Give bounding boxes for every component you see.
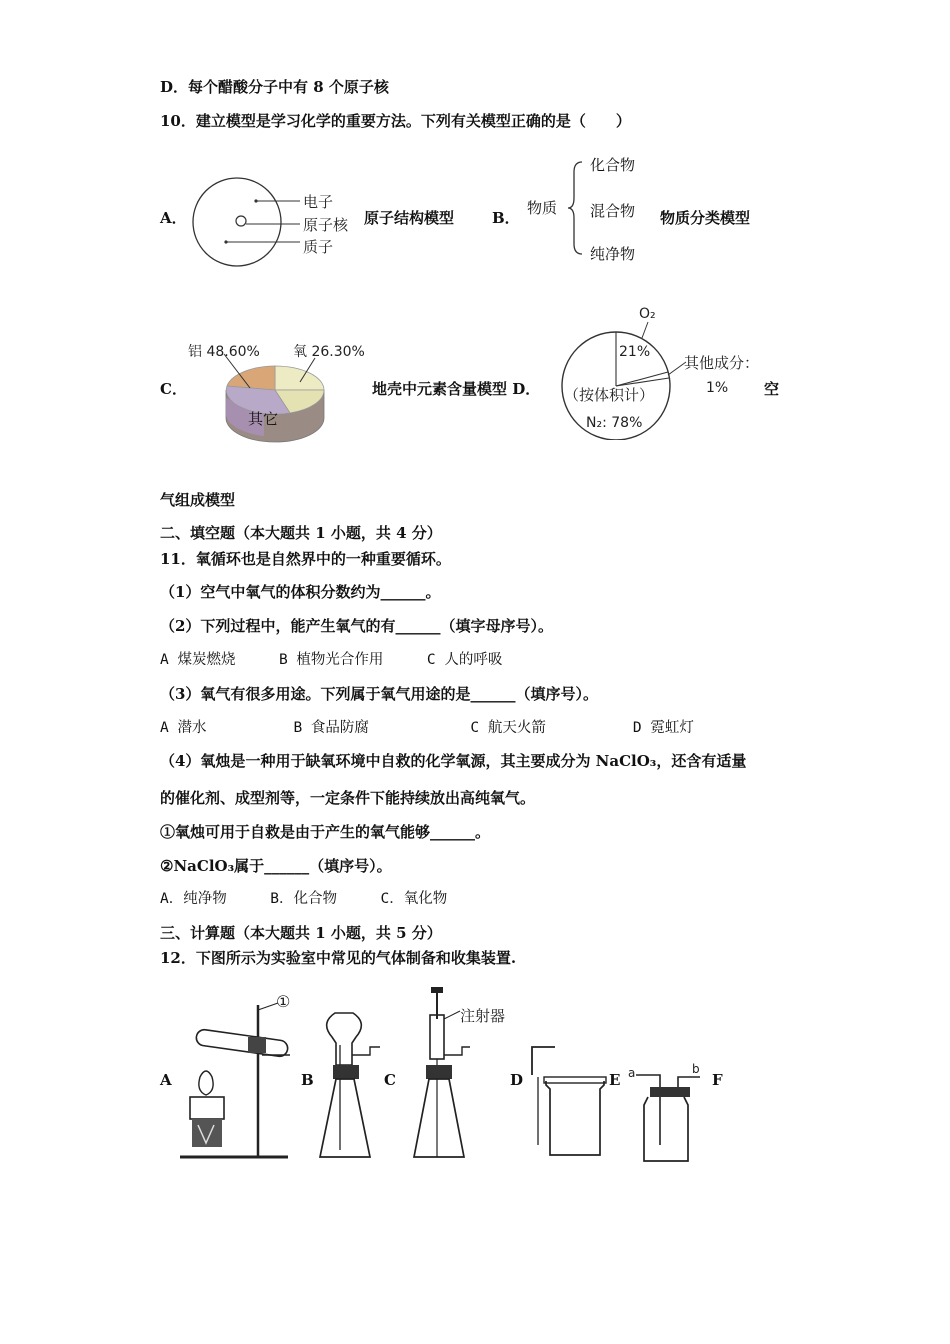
apparatus-b-funnel-flask	[320, 1013, 380, 1157]
option-b-caption: 物质分类模型	[660, 209, 751, 227]
label-proton: 质子	[303, 238, 334, 256]
option-d-caption-continued: 气组成模型	[160, 491, 236, 509]
pie-label-other: 其它	[248, 410, 279, 428]
option-b-branch-3: 纯净物	[590, 245, 636, 263]
other-components-percent: 1%	[706, 380, 729, 396]
volume-basis-note: （按体积计）	[564, 386, 655, 404]
question-11-part-4-line-1: （4）氧烛是一种用于缺氧环境中自救的化学氧源，其主要成分为 NaClO₃，还含有适量	[160, 752, 747, 770]
apparatus-d-collection-bottle	[532, 1047, 606, 1155]
question-11-part-4-line-2: 的催化剂、成型剂等，一定条件下能持续放出高纯氧气。	[160, 789, 536, 807]
question-12-stem: 12．下图所示为实验室中常见的气体制备和收集装置.	[160, 949, 517, 967]
question-11-part-3-options: A 潜水 B 食品防腐 C 航天火箭 D 霓虹灯	[160, 720, 694, 736]
option-c-letter: C．	[160, 380, 187, 398]
option-a-caption: 原子结构模型	[364, 209, 455, 227]
option-b-branch-2: 混合物	[590, 202, 636, 220]
syringe-label: 注射器	[460, 1007, 506, 1025]
atom-nucleus	[236, 216, 246, 226]
question-11-part-3: （3）氧气有很多用途。下列属于氧气用途的是______（填序号）。	[160, 685, 598, 703]
gas-apparatus-figure	[170, 985, 740, 1170]
option-d-caption-tail: 空	[764, 380, 780, 398]
port-b-label: b	[692, 1062, 700, 1076]
question-9-option-d: D．每个醋酸分子中有 8 个原子核	[160, 78, 389, 96]
port-a-label: a	[628, 1066, 636, 1080]
apparatus-e-wash-bottle	[628, 1062, 700, 1161]
option-c-caption: 地壳中元素含量模型 D．	[372, 380, 541, 398]
apparatus-label-b: B	[301, 1071, 314, 1089]
label-electron: 电子	[303, 193, 334, 211]
section-3-heading: 三、计算题（本大题共 1 小题，共 5 分）	[160, 924, 442, 942]
n2-label: N₂: 78%	[586, 415, 643, 431]
apparatus-label-c: C	[384, 1071, 396, 1089]
marker-1: ①	[276, 992, 291, 1011]
option-b-letter: B．	[492, 209, 520, 227]
atom-outer-circle	[193, 178, 281, 266]
apparatus-a-heating-setup	[180, 992, 290, 1157]
apparatus-label-a: A	[160, 1071, 172, 1089]
crust-element-pie-chart	[180, 336, 380, 448]
apparatus-label-f: F	[712, 1071, 723, 1089]
pie-label-oxygen: 氧 26.30%	[293, 344, 365, 360]
question-11-part-4-options: A．纯净物 B．化合物 C．氧化物	[160, 891, 448, 907]
question-11-part-1: （1）空气中氧气的体积分数约为______。	[160, 583, 441, 601]
question-11-part-2: （2）下列过程中，能产生氧气的有______（填字母序号）。	[160, 617, 553, 635]
other-components-label: 其他成分：	[684, 354, 760, 372]
option-a-letter: A．	[160, 209, 187, 227]
apparatus-label-e: E	[609, 1071, 621, 1089]
section-2-heading: 二、填空题（本大题共 1 小题，共 4 分）	[160, 524, 442, 542]
atom-model-diagram	[190, 176, 365, 268]
option-b-root: 物质	[527, 199, 558, 217]
pie-label-aluminium: 铝 48.60%	[188, 344, 260, 360]
apparatus-label-d: D	[510, 1071, 524, 1089]
air-composition-pie-chart	[556, 300, 786, 440]
question-11-stem: 11．氧循环也是自然界中的一种重要循环。	[160, 550, 451, 568]
question-10-stem: 10．建立模型是学习化学的重要方法。下列有关模型正确的是（ ）	[160, 112, 631, 130]
label-nucleus: 原子核	[303, 216, 349, 234]
classification-brace	[568, 158, 588, 258]
o2-percent: 21%	[619, 344, 651, 360]
question-11-part-4-sub-1: ①氧烛可用于自救是由于产生的氧气能够______。	[160, 823, 491, 841]
question-11-part-2-options: A 煤炭燃烧 B 植物光合作用 C 人的呼吸	[160, 652, 503, 668]
question-11-part-4-sub-2: ②NaClO₃属于______（填序号）。	[160, 857, 392, 875]
apparatus-c-syringe-flask	[414, 987, 505, 1157]
o2-label: O₂	[639, 306, 656, 322]
option-b-branch-1: 化合物	[590, 156, 636, 174]
